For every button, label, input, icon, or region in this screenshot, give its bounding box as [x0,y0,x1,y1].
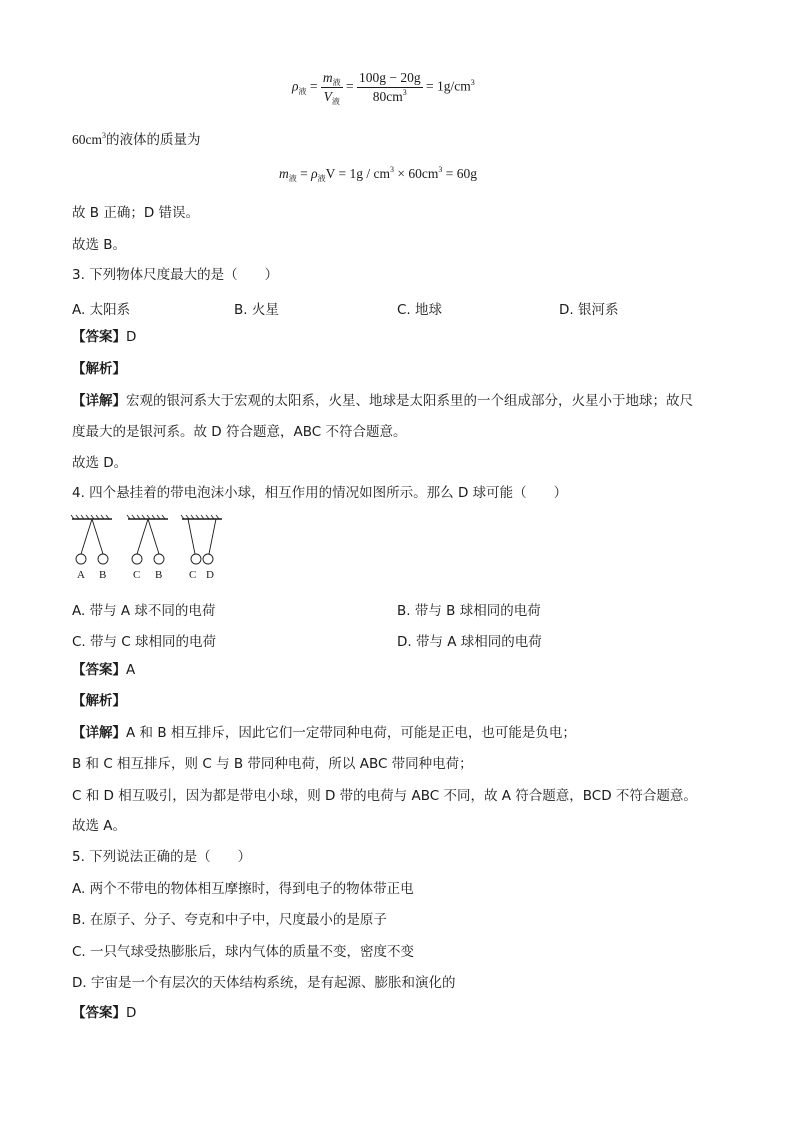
label-b: B [99,569,107,581]
question-3: 3. 下列物体尺度最大的是（ ） [72,267,279,283]
conclusion-line: 故 B 正确；D 错误。 [72,205,200,221]
hanging-balls-figure [70,514,230,584]
ball-a [76,554,86,564]
q4-option-d: D. 带与 A 球相同的电荷 [397,634,542,650]
group-a-b [71,515,112,581]
ball-b [98,554,108,564]
question-4: 4. 四个悬挂着的带电泡沫小球，相互作用的情况如图所示。那么 D 球可能（ ） [72,485,568,501]
q5-option-c: C. 一只气球受热膨胀后，球内气体的质量不变，密度不变 [72,944,415,960]
label-c2: C [189,569,197,581]
ball-b2 [154,554,164,564]
q4-detail-3: C 和 D 相互吸引，因为都是带电小球，则 D 带的电荷与 ABC 不同，故 A 符合题意，BCD 不符合题意。 [72,788,697,804]
q4-detail-1: 【详解】A 和 B 相互排斥，因此它们一定带同种电荷，可能是正电，也可能是负电； [72,725,576,741]
q3-option-b: B. 火星 [234,302,279,318]
q4-answer: 【答案】A [72,662,136,678]
ball-d [203,554,213,564]
q3-answer: 【答案】D [72,329,137,345]
q4-option-c: C. 带与 C 球相同的电荷 [72,634,217,650]
selection-line: 故选 B。 [72,237,127,253]
group-c-d [181,515,222,581]
q4-option-b: B. 带与 B 球相同的电荷 [397,603,541,619]
q5-option-b: B. 在原子、分子、夸克和中子中，尺度最小的是原子 [72,912,387,928]
group-c-b [127,515,168,581]
q3-option-a: A. 太阳系 [72,302,131,318]
q5-answer: 【答案】D [72,1005,137,1021]
q3-option-d: D. 银河系 [559,302,619,318]
ball-c2 [191,554,201,564]
question-5: 5. 下列说法正确的是（ ） [72,849,252,865]
label-a: A [77,569,85,581]
density-equation: $\rho_液$ = $\frac{m_液}{V_液}$ = $\frac{100g - 20g}{80cm^3}$ = $1g/cm^3$ [292,70,475,106]
q3-detail-1: 【详解】宏观的银河系大于宏观的太阳系，火星、地球是太阳系里的一个组成部分，火星小于地球；故尺 [72,393,693,409]
q3-selection: 故选 D。 [72,455,128,471]
numeric-fraction: $\frac{100g - 20g}{80cm^3}$ [358,70,421,104]
liquid-mass-intro: $60cm^3$的液体的质量为 [72,131,201,148]
q3-detail-2: 度最大的是银河系。故 D 符合题意，ABC 不符合题意。 [72,424,407,440]
label-d: D [206,569,214,581]
q3-analysis-label: 【解析】 [72,361,126,377]
q4-detail-2: B 和 C 相互排斥，则 C 与 B 带同种电荷，所以 ABC 带同种电荷； [72,756,473,772]
density-result: = 1g/cm [425,78,471,94]
q3-option-c: C. 地球 [397,302,443,318]
mass-over-volume-fraction: $\frac{m_液}{V_液}$ [322,70,341,106]
q4-analysis-label: 【解析】 [72,693,126,709]
q4-option-a: A. 带与 A 球不同的电荷 [72,603,216,619]
label-c: C [133,569,141,581]
q4-selection: 故选 A。 [72,818,127,834]
subscript: 液 [298,86,307,96]
ball-c [132,554,142,564]
rho-symbol: ρ [292,78,299,94]
label-b2: B [155,569,163,581]
mass-equation: $m_液 = \rho_液V = 1g / cm^3 \times 60cm^3 = 60g$ [279,165,477,183]
q5-option-d: D. 宇宙是一个有层次的天体结构系统，是有起源、膨胀和演化的 [72,975,456,991]
q5-option-a: A. 两个不带电的物体相互摩擦时，得到电子的物体带正电 [72,881,414,897]
